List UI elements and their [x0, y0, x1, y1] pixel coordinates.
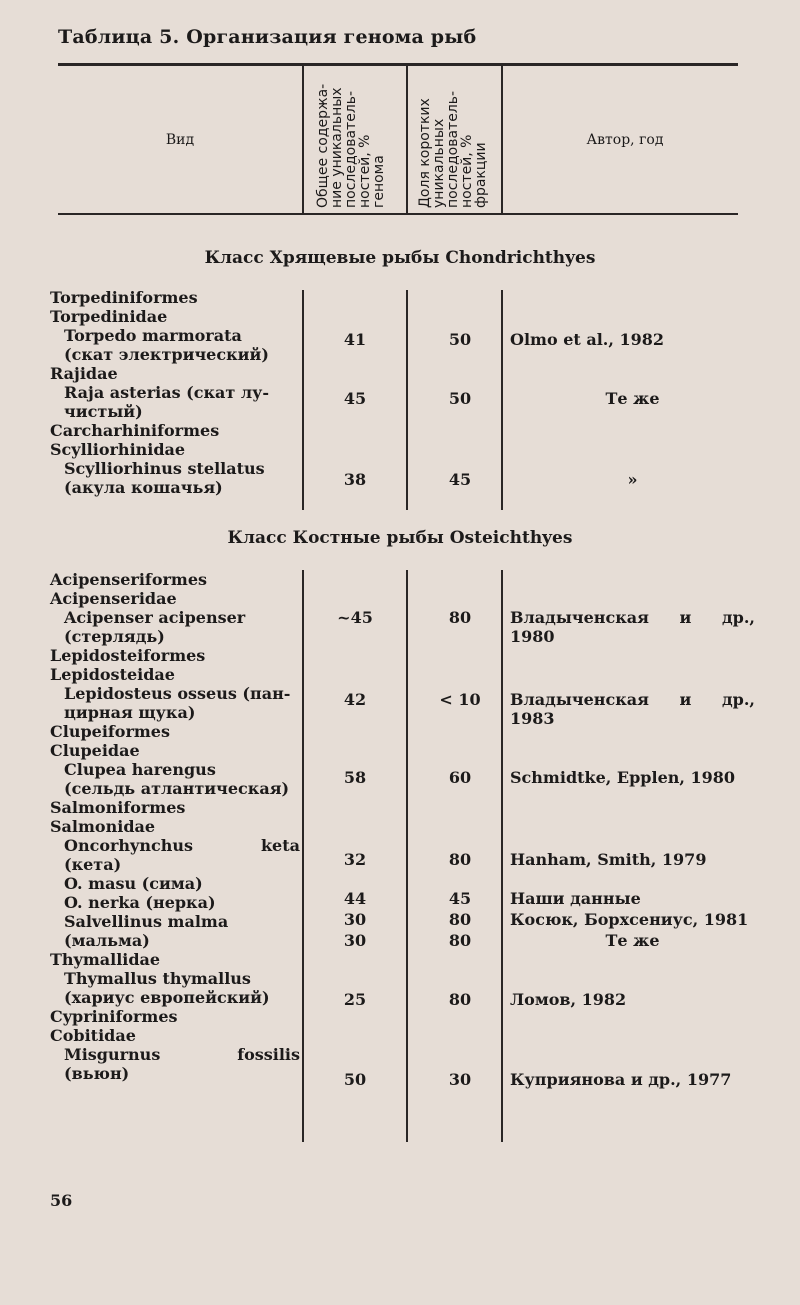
- species-name: Salvellinus malma: [64, 912, 229, 931]
- common-name: (кета): [64, 855, 122, 874]
- family-name: Cobitidae: [50, 1026, 136, 1045]
- common-name: чистый): [64, 402, 143, 421]
- c2-r2-short: < 10: [439, 690, 481, 709]
- c1-r1-short: 50: [448, 330, 472, 349]
- c1-divider-1: [302, 290, 304, 510]
- c2-r1-short: 80: [448, 608, 472, 627]
- c1-r3-total: 38: [343, 470, 367, 489]
- common-name: (вьюн): [64, 1064, 130, 1083]
- c2-r2-author: Владыченская и др., 1983: [510, 690, 755, 728]
- c2-r3-short: 60: [448, 768, 472, 787]
- c1-r2-total: 45: [343, 389, 367, 408]
- order-name: Torpediniformes: [50, 288, 198, 307]
- order-name: Carcharhiniformes: [50, 421, 220, 440]
- family-name: Clupeidae: [50, 741, 140, 760]
- header-divider-2: [406, 66, 408, 213]
- common-name: (сельдь атлантическая): [64, 779, 290, 798]
- table-title: Таблица 5. Организация генома рыб: [58, 26, 477, 48]
- header-species: Вид: [165, 132, 195, 148]
- header-bottom-rule: [58, 213, 738, 215]
- c1-r2-author: Те же: [605, 389, 660, 408]
- order-name: Clupeiformes: [50, 722, 170, 741]
- c2-r2-total: 42: [343, 690, 367, 709]
- c2-divider-1: [302, 570, 304, 1142]
- family-name: Acipenseridae: [50, 589, 177, 608]
- family-name: Scylliorhinidae: [50, 440, 186, 459]
- family-name: Salmonidae: [50, 817, 156, 836]
- species-name: Scylliorhinus stellatus: [64, 459, 265, 478]
- order-name: Cypriniformes: [50, 1007, 178, 1026]
- species-name: Misgurnus fossilis: [64, 1045, 300, 1064]
- c1-r2-short: 50: [448, 389, 472, 408]
- c1-r1-total: 41: [343, 330, 367, 349]
- c2-r9-author: Куприянова и др., 1977: [510, 1070, 732, 1089]
- species-name: O. nerka (нерка): [64, 893, 216, 912]
- class-chondrichthyes-title: Класс Хрящевые рыбы Chondrichthyes: [204, 248, 596, 268]
- header-top-rule: [58, 63, 738, 66]
- c2-r8-short: 80: [448, 990, 472, 1009]
- family-name: Lepidosteidae: [50, 665, 175, 684]
- c2-r6-total: 30: [343, 910, 367, 929]
- common-name: (стерлядь): [64, 627, 165, 646]
- c1-divider-3: [501, 290, 503, 510]
- c2-r3-author: Schmidtke, Epplen, 1980: [510, 768, 736, 787]
- c1-r3-author: »: [627, 470, 638, 489]
- c2-r9-total: 50: [343, 1070, 367, 1089]
- family-name: Rajidae: [50, 364, 118, 383]
- species-name: Thymallus thymallus: [64, 969, 251, 988]
- species-name: Raja asterias (скат лу-: [64, 383, 270, 402]
- c2-r4-author: Hanham, Smith, 1979: [510, 850, 707, 869]
- c2-r5-author: Наши данные: [510, 889, 641, 908]
- order-name: Lepidosteiformes: [50, 646, 206, 665]
- c2-r6-short: 80: [448, 910, 472, 929]
- c2-divider-3: [501, 570, 503, 1142]
- c2-r4-short: 80: [448, 850, 472, 869]
- c1-species-list: [50, 288, 300, 497]
- c2-r6-author: Косюк, Борхсениус, 1981: [510, 910, 749, 929]
- common-name: (мальма): [64, 931, 150, 950]
- c2-r7-short: 80: [448, 931, 472, 950]
- common-name: цирная щука): [64, 703, 196, 722]
- common-name: (акула кошачья): [64, 478, 223, 497]
- c2-r1-total: ~45: [337, 608, 373, 627]
- c2-r8-author: Ломов, 1982: [510, 990, 627, 1009]
- family-name: Thymallidae: [50, 950, 161, 969]
- order-name: Acipenseriformes: [50, 570, 208, 589]
- c2-r1-author: Владыченская и др., 1980: [510, 608, 755, 646]
- species-name: Lepidosteus osseus (пан-: [64, 684, 291, 703]
- species-name: Oncorhynchus keta: [64, 836, 300, 855]
- common-name: (скат электрический): [64, 345, 269, 364]
- c2-r7-author: Те же: [605, 931, 660, 950]
- common-name: (хариус европейский): [64, 988, 270, 1007]
- header-divider-1: [302, 66, 304, 213]
- c2-divider-2: [406, 570, 408, 1142]
- species-name: O. masu (сима): [64, 874, 203, 893]
- c2-r5-total: 44: [343, 889, 367, 908]
- family-name: Torpedinidae: [50, 307, 168, 326]
- c2-r5-short: 45: [448, 889, 472, 908]
- c1-r1-author: Olmo et al., 1982: [510, 330, 665, 349]
- c2-r9-short: 30: [448, 1070, 472, 1089]
- header-total-content: Общее содержа- ние уникальных последователь- ностей, % генома: [315, 83, 387, 208]
- c1-divider-2: [406, 290, 408, 510]
- species-name: Acipenser acipenser: [64, 608, 246, 627]
- species-name: Clupea harengus: [64, 760, 216, 779]
- header-divider-3: [501, 66, 503, 213]
- c2-species-list: [50, 570, 300, 1083]
- header-author: Автор, год: [586, 132, 664, 148]
- header-short-fraction: Доля коротких уникальных последователь- ностей, % фракции: [417, 90, 489, 208]
- page-number: 56: [50, 1191, 73, 1210]
- c2-r8-total: 25: [343, 990, 367, 1009]
- species-name: Torpedo marmorata: [64, 326, 242, 345]
- c1-r3-short: 45: [448, 470, 472, 489]
- c2-r3-total: 58: [343, 768, 367, 787]
- class-osteichthyes-title: Класс Костные рыбы Osteichthyes: [227, 528, 573, 548]
- c2-r7-total: 30: [343, 931, 367, 950]
- order-name: Salmoniformes: [50, 798, 186, 817]
- c2-r4-total: 32: [343, 850, 367, 869]
